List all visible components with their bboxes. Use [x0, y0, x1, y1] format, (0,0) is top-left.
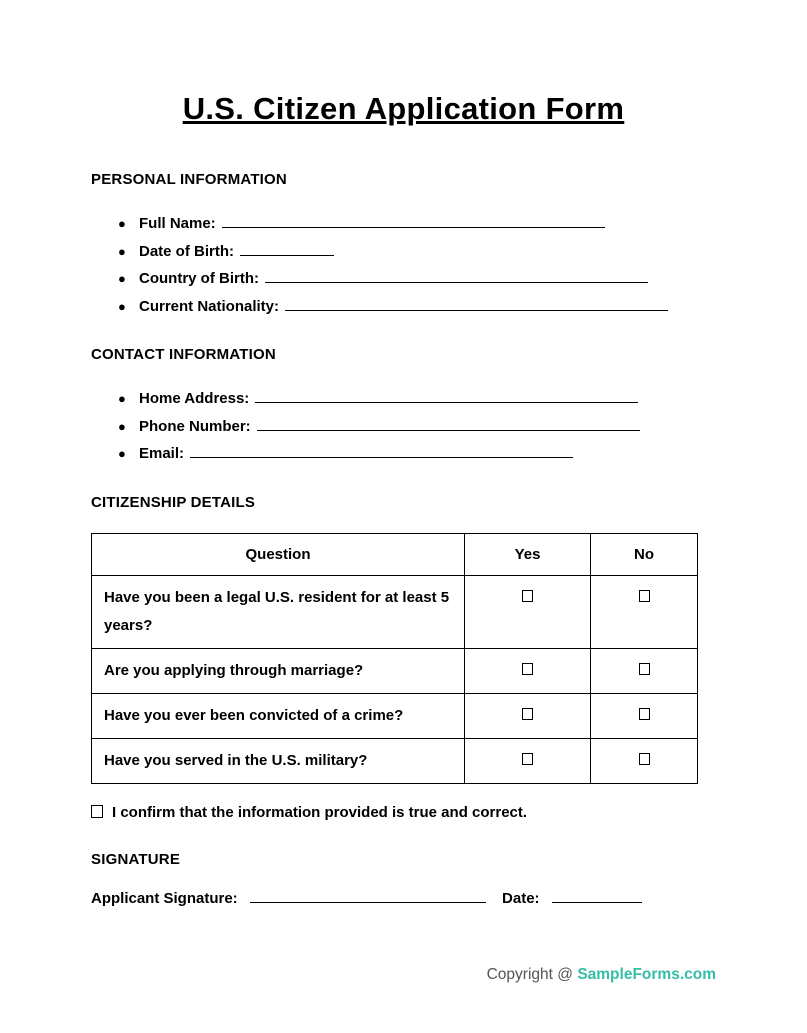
section-signature [91, 851, 716, 907]
bullet-icon: ● [118, 446, 126, 461]
field-home-address [91, 385, 716, 413]
checkbox-yes[interactable] [522, 590, 533, 602]
convicted-yes-cell [465, 693, 591, 738]
marriage-no-cell [591, 648, 698, 693]
confirmation-row [91, 804, 716, 821]
full-name-label: Full Name: [139, 215, 216, 232]
field-phone-number [91, 413, 716, 441]
personal-field-list [91, 210, 716, 320]
table-row [92, 575, 698, 648]
home-address-blank-line[interactable] [255, 390, 638, 403]
full-name-blank-line[interactable] [222, 215, 605, 228]
bullet-icon: ● [118, 271, 126, 286]
bullet-icon: ● [118, 216, 126, 231]
table-header-row [92, 533, 698, 575]
question-convicted: Have you ever been convicted of a crime? [92, 693, 465, 738]
date-blank-line[interactable] [552, 890, 642, 903]
field-current-nationality [91, 293, 716, 321]
bullet-icon: ● [118, 391, 126, 406]
checkbox-no[interactable] [639, 590, 650, 602]
personal-information-heading: PERSONAL INFORMATION [91, 171, 287, 188]
email-label: Email: [139, 445, 185, 462]
military-no-cell [591, 738, 698, 783]
date-of-birth-label: Date of Birth: [139, 242, 234, 260]
applicant-signature-label: Applicant Signature: [91, 889, 238, 907]
field-country-of-birth [91, 265, 716, 293]
citizenship-table [91, 533, 698, 784]
signature-row [91, 890, 716, 907]
table-row [92, 648, 698, 693]
checkbox-no[interactable] [639, 753, 650, 765]
home-address-label: Home Address: [139, 390, 250, 407]
checkbox-no[interactable] [639, 708, 650, 720]
question-marriage: Are you applying through marriage? [92, 648, 465, 693]
current-nationality-label: Current Nationality: [139, 297, 280, 315]
field-full-name [91, 210, 716, 238]
citizenship-details-heading: CITIZENSHIP DETAILS [91, 493, 256, 511]
page-title: U.S. Citizen Application Form [182, 91, 625, 126]
phone-number-label: Phone Number: [139, 417, 251, 435]
field-email [91, 440, 716, 468]
section-citizenship-details [91, 494, 716, 784]
confirmation-label: I confirm that the information provided is true and correct. [112, 803, 528, 821]
question-legal-resident: Have you been a legal U.S. resident for at least 5 years? [92, 575, 465, 648]
table-row [92, 738, 698, 783]
checkbox-no[interactable] [639, 663, 650, 675]
table-row [92, 693, 698, 738]
column-header-question: Question [92, 533, 465, 575]
contact-information-heading: CONTACT INFORMATION [91, 346, 276, 363]
footer [487, 966, 716, 984]
email-blank-line[interactable] [190, 445, 573, 458]
date-label: Date: [502, 889, 540, 907]
signature-heading: SIGNATURE [91, 850, 181, 868]
country-of-birth-blank-line[interactable] [265, 270, 648, 283]
legal-resident-no-cell [591, 575, 698, 648]
applicant-signature-blank-line[interactable] [250, 890, 486, 903]
phone-number-blank-line[interactable] [257, 418, 640, 431]
contact-field-list [91, 385, 716, 468]
current-nationality-blank-line[interactable] [285, 298, 668, 311]
military-yes-cell [465, 738, 591, 783]
question-military: Have you served in the U.S. military? [92, 738, 465, 783]
column-header-no: No [591, 533, 698, 575]
column-header-yes: Yes [465, 533, 591, 575]
country-of-birth-label: Country of Birth: [139, 270, 259, 287]
section-contact-information [91, 346, 716, 468]
sampleforms-link[interactable]: SampleForms.com [577, 966, 716, 983]
bullet-icon: ● [118, 298, 126, 314]
checkbox-yes[interactable] [522, 753, 533, 765]
section-personal-information [91, 171, 716, 320]
convicted-no-cell [591, 693, 698, 738]
checkbox-yes[interactable] [522, 663, 533, 675]
checkbox-yes[interactable] [522, 708, 533, 720]
field-date-of-birth [91, 238, 716, 266]
confirmation-checkbox[interactable] [91, 805, 103, 818]
bullet-icon: ● [118, 418, 126, 434]
date-of-birth-blank-line[interactable] [240, 243, 334, 256]
copyright-text: Copyright @ [486, 966, 573, 983]
legal-resident-yes-cell [465, 575, 591, 648]
bullet-icon: ● [118, 243, 126, 259]
marriage-yes-cell [465, 648, 591, 693]
